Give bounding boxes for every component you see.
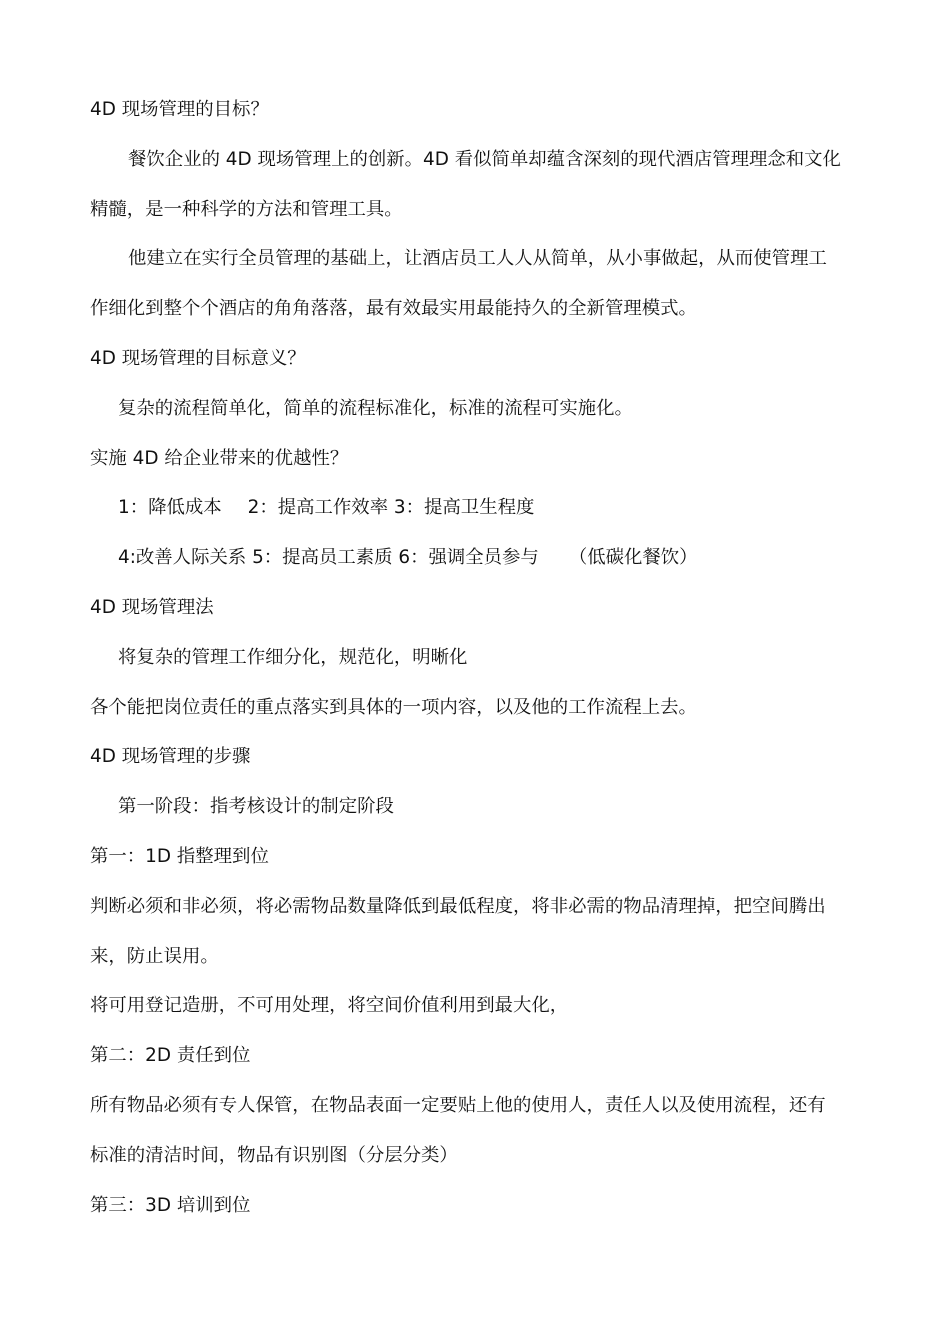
paragraph-line: 作细化到整个个酒店的角角落落，最有效最实用最能持久的全新管理模式。 — [90, 298, 697, 320]
heading-4d-method: 4D 现场管理法 — [90, 596, 214, 618]
step-heading-3d: 第三：3D 培训到位 — [90, 1194, 251, 1216]
step-heading-2d: 第二：2D 责任到位 — [90, 1045, 251, 1067]
paragraph-line: 来，防止误用。 — [90, 945, 219, 967]
paragraph-line: 精髓，是一种科学的方法和管理工具。 — [90, 198, 403, 220]
advantages-line-2 — [90, 533, 865, 583]
paragraph-line: 他建立在实行全员管理的基础上，让酒店员工人人从简单，从小事做起，从而使管理工 — [128, 248, 827, 270]
advantages-line-1 — [90, 483, 865, 533]
step-heading-1d: 第一：1D 指整理到位 — [90, 845, 269, 867]
document-body — [90, 85, 865, 1230]
advantage-item: 1：降低成本 — [118, 497, 222, 519]
paragraph-line: 复杂的流程简单化，简单的流程标准化，标准的流程可实施化。 — [118, 397, 633, 419]
paragraph-line: 各个能把岗位责任的重点落实到具体的一项内容，以及他的工作流程上去。 — [90, 696, 697, 718]
paragraph-line: 餐饮企业的 4D 现场管理上的创新。4D 看似简单却蕴含深刻的现代酒店管理理念和文化 — [128, 148, 841, 170]
advantage-item: 2：提高工作效率 3：提高卫生程度 — [247, 497, 535, 519]
paragraph-line: 将可用登记造册，不可用处理，将空间价值利用到最大化， — [90, 995, 569, 1017]
heading-4d-steps: 4D 现场管理的步骤 — [90, 746, 251, 768]
paragraph-line: 判断必须和非必须，将必需物品数量降低到最低程度，将非必需的物品清理掉，把空间腾出 — [90, 895, 826, 917]
advantage-note: （低碳化餐饮） — [568, 547, 698, 569]
paragraph-line: 所有物品必须有专人保管，在物品表面一定要贴上他的使用人，责任人以及使用流程，还有 — [90, 1094, 826, 1116]
paragraph-line: 将复杂的管理工作细分化，规范化，明晰化 — [118, 646, 468, 668]
advantage-item: 4:改善人际关系 5：提高员工素质 6：强调全员参与 — [118, 547, 539, 569]
paragraph-line: 标准的清洁时间，物品有识别图（分层分类） — [90, 1144, 458, 1166]
heading-4d-goal-meaning: 4D 现场管理的目标意义？ — [90, 347, 306, 369]
heading-4d-advantages: 实施 4D 给企业带来的优越性？ — [90, 447, 349, 469]
stage-heading: 第一阶段：指考核设计的制定阶段 — [118, 796, 394, 818]
heading-4d-goal: 4D 现场管理的目标？ — [90, 99, 269, 120]
